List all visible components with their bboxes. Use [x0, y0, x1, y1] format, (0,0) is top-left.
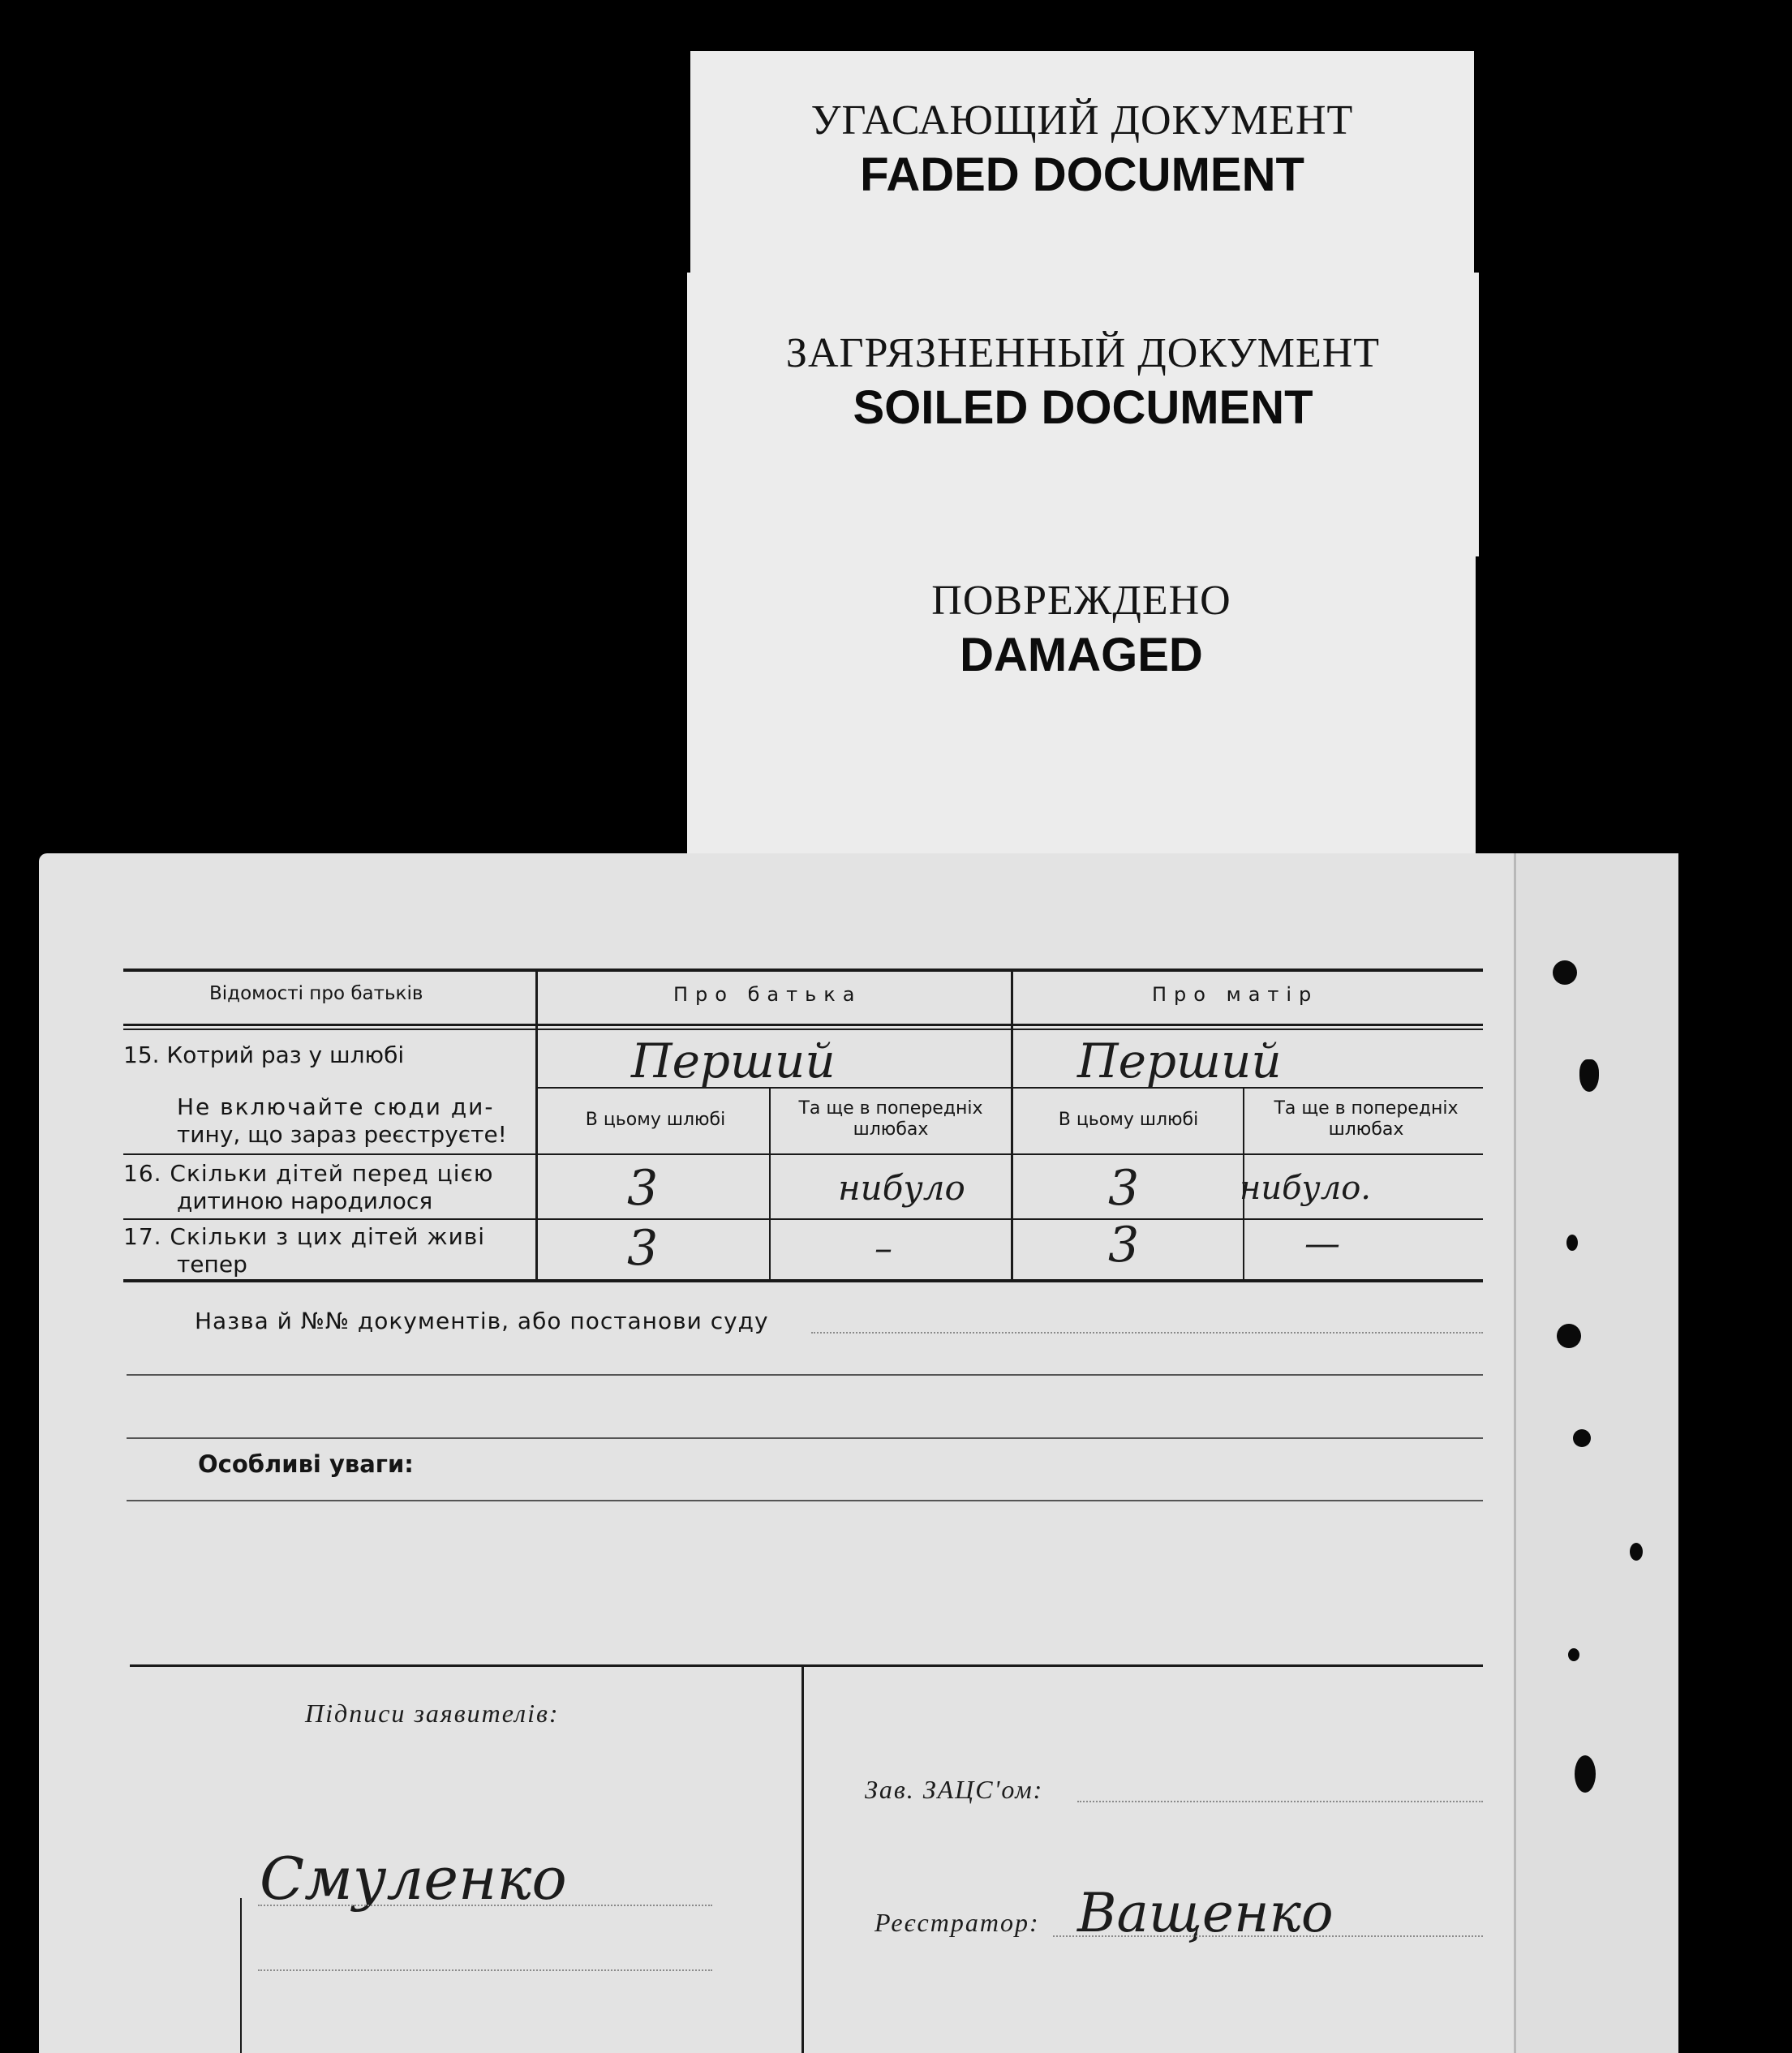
faded-label-ru: УГАСАЮЩИЙ ДОКУМЕНТ: [810, 97, 1354, 144]
row-17-label-line-1: 17. Скільки з цих дітей живі: [123, 1223, 486, 1250]
row-16-mother-this: 3: [1108, 1160, 1140, 1217]
row-17-mother-prev: —: [1304, 1223, 1340, 1265]
row-16-label-line-2: дитиною народилося: [177, 1188, 433, 1214]
damaged-label-en: DAMAGED: [960, 629, 1203, 681]
documents-label: Назва й №№ документів, або постанови суду: [195, 1308, 769, 1334]
soiled-label-ru: ЗАГРЯЗНЕННЫЙ ДОКУМЕНТ: [785, 330, 1381, 376]
table-header-rule: [123, 1024, 1483, 1026]
signatures-divider: [801, 1664, 804, 2053]
mother-header: Про матір: [1152, 983, 1319, 1006]
table-row-rule: [123, 1218, 1483, 1220]
row-17-label-line-2: тепер: [177, 1251, 247, 1278]
table-header-rule-2: [123, 1029, 1483, 1030]
faded-label-en: FADED DOCUMENT: [860, 148, 1304, 201]
applicant-signature-line-2: [258, 1969, 712, 1971]
row-16-mother-prev: нибуло.: [1240, 1170, 1371, 1207]
documents-rule-2: [127, 1437, 1483, 1439]
father-previous-header-1: Та ще в попередніх: [798, 1098, 983, 1119]
punch-hole-icon: [1566, 1235, 1578, 1251]
note-line-2: тину, що зараз реєструєте!: [177, 1121, 507, 1148]
head-zags-line: [1077, 1801, 1483, 1802]
table-col-divider: [535, 969, 538, 1282]
damaged-document-card: [687, 536, 1476, 861]
row-16-label-line-1: 16. Скільки дітей перед цією: [123, 1160, 494, 1187]
punch-hole-icon: [1557, 1324, 1581, 1348]
row-15-mother-value: Перший: [1077, 1033, 1282, 1089]
table-bottom-rule: [123, 1279, 1483, 1282]
row-16-father-prev: нибуло: [838, 1168, 965, 1208]
row-17-father-this: 3: [627, 1220, 659, 1277]
father-this-marriage-header: В цьому шлюбі: [585, 1110, 726, 1130]
father-header: Про батька: [673, 983, 862, 1006]
documents-rule: [127, 1374, 1483, 1376]
row-15-label: 15. Котрий раз у шлюбі: [123, 1042, 405, 1068]
signatures-top-rule: [130, 1664, 1483, 1667]
father-previous-header-2: шлюбах: [853, 1119, 929, 1140]
signature-box-edge: [240, 1898, 242, 2053]
mother-previous-header-2: шлюбах: [1328, 1119, 1404, 1140]
row-16-father-this: 3: [627, 1160, 659, 1217]
registrar-line: [1053, 1935, 1483, 1937]
table-col-divider: [769, 1087, 771, 1282]
punch-hole-icon: [1575, 1755, 1596, 1793]
binding-strip: [1514, 853, 1678, 2053]
registrar-signature: Ващенко: [1077, 1882, 1334, 1944]
special-notes-rule: [127, 1500, 1483, 1501]
punch-hole-icon: [1579, 1059, 1599, 1092]
applicant-signature: Смуленко: [260, 1845, 567, 1913]
table-top-rule: [123, 969, 1483, 972]
documents-fill-line: [811, 1332, 1483, 1334]
applicant-signature-line: [258, 1905, 712, 1906]
registrar-label: Реєстратор:: [875, 1908, 1040, 1937]
mother-this-marriage-header: В цьому шлюбі: [1058, 1110, 1199, 1130]
punch-hole-icon: [1568, 1648, 1579, 1661]
applicants-signatures-label: Підписи заявителів:: [305, 1699, 560, 1728]
soiled-document-card: [687, 273, 1479, 556]
table-row-rule: [123, 1153, 1483, 1155]
form-sheet: [39, 853, 1676, 2053]
mother-previous-header-1: Та ще в попередніх: [1274, 1098, 1459, 1119]
table-col-divider: [1011, 969, 1013, 1282]
punch-hole-icon: [1553, 960, 1577, 985]
faded-document-card: [690, 51, 1474, 294]
soiled-label-en: SOILED DOCUMENT: [853, 381, 1313, 434]
row-17-mother-this: 3: [1108, 1217, 1140, 1273]
damaged-label-ru: ПОВРЕЖДЕНО: [931, 578, 1231, 624]
parents-info-header: Відомості про батьків: [209, 983, 423, 1004]
head-zags-label: Зав. ЗАЦС'ом:: [865, 1775, 1044, 1804]
punch-hole-icon: [1630, 1543, 1643, 1561]
punch-hole-icon: [1573, 1429, 1591, 1447]
special-notes-label: Особливі уваги:: [198, 1450, 414, 1478]
row-17-father-prev: –: [875, 1228, 892, 1269]
note-line-1: Не включайте сюди ди-: [177, 1093, 495, 1120]
row-15-father-value: Перший: [631, 1033, 836, 1089]
